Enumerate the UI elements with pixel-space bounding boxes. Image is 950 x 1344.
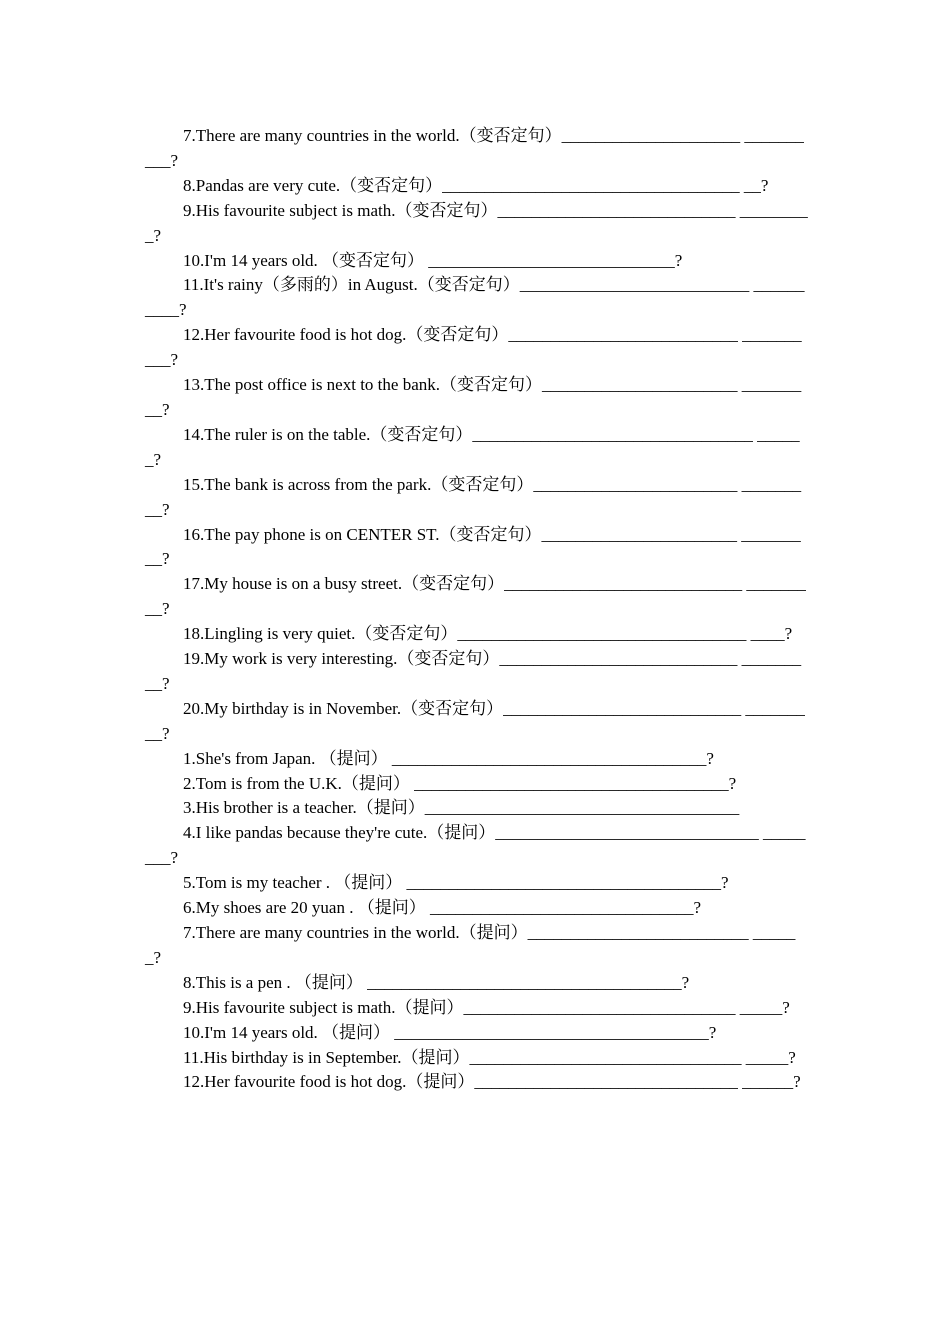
- exercise-line: 8.Pandas are very cute.（变否定句）___________________________________ __?: [183, 175, 769, 195]
- exercise-line: 11.His birthday is in September.（提问）________________________________ _____?: [183, 1047, 796, 1067]
- exercise-line: 10.I'm 14 years old. （提问） _____________________________________?: [183, 1022, 717, 1042]
- exercise-line: 12.Her favourite food is hot dog.（变否定句）___________________________ __________?: [145, 325, 802, 370]
- exercise-line: 6.My shoes are 20 yuan . （提问） _______________________________?: [183, 898, 701, 918]
- exercise-line: 10.I'm 14 years old. （变否定句） _____________________________?: [183, 250, 683, 270]
- exercise-line: 1.She's from Japan. （提问） _____________________________________?: [183, 748, 714, 768]
- exercise-line: 12.Her favourite food is hot dog.（提问）_______________________________ ______?: [183, 1072, 801, 1092]
- exercise-line: 5.Tom is my teacher . （提问） _____________________________________?: [183, 873, 729, 893]
- exercise-line: 18.Lingling is very quiet.（变否定句）__________________________________ ____?: [183, 624, 793, 644]
- exercise-line: 11.It's rainy（多雨的）in August.（变否定句）___________________________ __________?: [145, 275, 805, 320]
- exercise-line: 17.My house is on a busy street.（变否定句）____________________________ _________?: [145, 574, 806, 619]
- exercise-line: 19.My work is very interesting.（变否定句）____________________________ _________?: [145, 649, 802, 693]
- exercise-line: 2.Tom is from the U.K.（提问） _____________________________________?: [183, 773, 737, 793]
- exercise-line: 13.The post office is next to the bank.（变否定句）_______________________ _________?: [145, 375, 802, 419]
- exercise-line: 9.His favourite subject is math.（提问）________________________________ _____?: [183, 997, 790, 1017]
- exercise-line: 9.His favourite subject is math.（变否定句）____________________________ _________?: [145, 200, 808, 245]
- exercise-line: 8.This is a pen . （提问） _____________________________________?: [183, 972, 690, 992]
- exercise-line: 20.My birthday is in November.（变否定句）____________________________ _________?: [145, 698, 805, 743]
- exercise-line: 4.I like pandas because they're cute.（提问）_______________________________ ________?: [145, 823, 806, 868]
- worksheet-content: [145, 124, 808, 1095]
- exercise-line: 14.The ruler is on the table.（变否定句）_________________________________ ______?: [145, 424, 800, 469]
- exercise-line: 3.His brother is a teacher.（提问）_____________________________________: [183, 798, 740, 818]
- exercise-line: 15.The bank is across from the park.（变否定句）________________________ _________?: [145, 474, 802, 519]
- exercise-line: 7.There are many countries in the world.（提问）__________________________ ______?: [145, 923, 796, 967]
- exercise-line: 7.There are many countries in the world.（变否定句）_____________________ __________?: [145, 126, 804, 170]
- exercise-line: 16.The pay phone is on CENTER ST.（变否定句）_______________________ _________?: [145, 524, 801, 569]
